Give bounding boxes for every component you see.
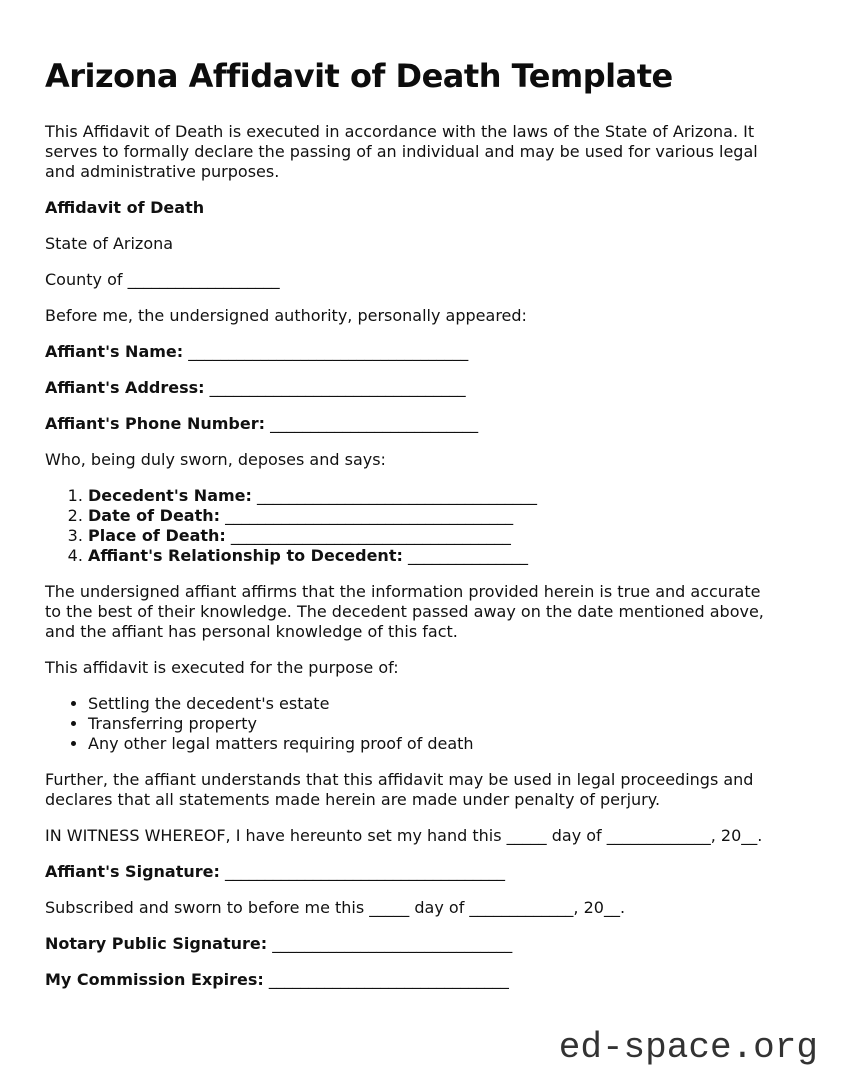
list-item-relationship xyxy=(88,546,785,566)
document-title: Arizona Affidavit of Death Template xyxy=(45,57,673,95)
intro-line: This Affidavit of Death is executed in accordance with the laws of the State of Arizona. It xyxy=(45,122,755,141)
field-label: Affiant's Name: xyxy=(45,342,184,361)
purpose-line: This affidavit is executed for the purpose of: xyxy=(45,658,399,677)
bullet-item: • Settling the decedent's estate xyxy=(88,694,785,714)
field-blank: ______________________________ xyxy=(267,934,513,953)
field-affiant-phone xyxy=(45,414,785,434)
intro-paragraph xyxy=(45,122,785,182)
list-item-place-of-death xyxy=(88,526,785,546)
item-blank: ___________________________________ xyxy=(251,486,538,505)
item-label: Decedent's Name: xyxy=(88,486,252,505)
list-item-date-of-death xyxy=(88,506,785,526)
field-label: Notary Public Signature: xyxy=(45,934,268,953)
item-blank: _______________ xyxy=(402,546,528,565)
further-paragraph xyxy=(45,770,785,810)
further-line: Further, the affiant understands that this affidavit may be used in legal proceedings and xyxy=(45,770,754,789)
field-notary-signature xyxy=(45,934,785,954)
affirmation-paragraph xyxy=(45,582,785,642)
field-affiant-address xyxy=(45,378,785,398)
intro-line: and administrative purposes. xyxy=(45,162,280,181)
field-label: Affiant's Address: xyxy=(45,378,205,397)
intro-line: serves to formally declare the passing of an individual and may be used for various legal xyxy=(45,142,758,161)
affirmation-line: The undersigned affiant affirms that the information provided herein is true and accurate xyxy=(45,582,761,601)
section-heading: Affidavit of Death xyxy=(45,198,205,217)
field-blank: __________________________ xyxy=(265,414,479,433)
field-label: Affiant's Signature: xyxy=(45,862,220,881)
item-blank: ___________________________________ xyxy=(225,526,511,545)
field-label: My Commission Expires: xyxy=(45,970,264,989)
field-blank: ___________________________________ xyxy=(183,342,469,361)
field-blank: ________________________________ xyxy=(204,378,466,397)
bullet-item: • Transferring property xyxy=(88,714,785,734)
subscribed-line: Subscribed and sworn to before me this _____ day of _____________, 20__. xyxy=(45,898,626,917)
item-blank: ____________________________________ xyxy=(220,506,514,525)
item-label: Affiant's Relationship to Decedent: xyxy=(88,546,403,565)
county-line: County of ___________________ xyxy=(45,270,280,289)
purpose-list xyxy=(45,694,785,754)
state-line: State of Arizona xyxy=(45,234,174,253)
further-line: declares that all statements made herein are made under penalty of perjury. xyxy=(45,790,661,809)
watermark: ed-space.org xyxy=(558,1027,818,1068)
field-affiant-signature xyxy=(45,862,785,882)
decedent-details-list xyxy=(45,486,785,566)
field-commission-expires xyxy=(45,970,785,990)
bullet-item: • Any other legal matters requiring proof of death xyxy=(88,734,785,754)
field-affiant-name xyxy=(45,342,785,362)
field-blank: ___________________________________ xyxy=(219,862,505,881)
before-line: Before me, the undersigned authority, personally appeared: xyxy=(45,306,527,325)
affirmation-line: and the affiant has personal knowledge of this fact. xyxy=(45,622,458,641)
sworn-line: Who, being duly sworn, deposes and says: xyxy=(45,450,386,469)
item-label: Place of Death: xyxy=(88,526,226,545)
affirmation-line: to the best of their knowledge. The decedent passed away on the date mentioned above, xyxy=(45,602,764,621)
field-blank: ______________________________ xyxy=(263,970,509,989)
item-label: Date of Death: xyxy=(88,506,221,525)
field-label: Affiant's Phone Number: xyxy=(45,414,266,433)
list-item-decedent-name xyxy=(88,486,785,506)
witness-line: IN WITNESS WHEREOF, I have hereunto set my hand this _____ day of _____________, 20__. xyxy=(45,826,763,845)
